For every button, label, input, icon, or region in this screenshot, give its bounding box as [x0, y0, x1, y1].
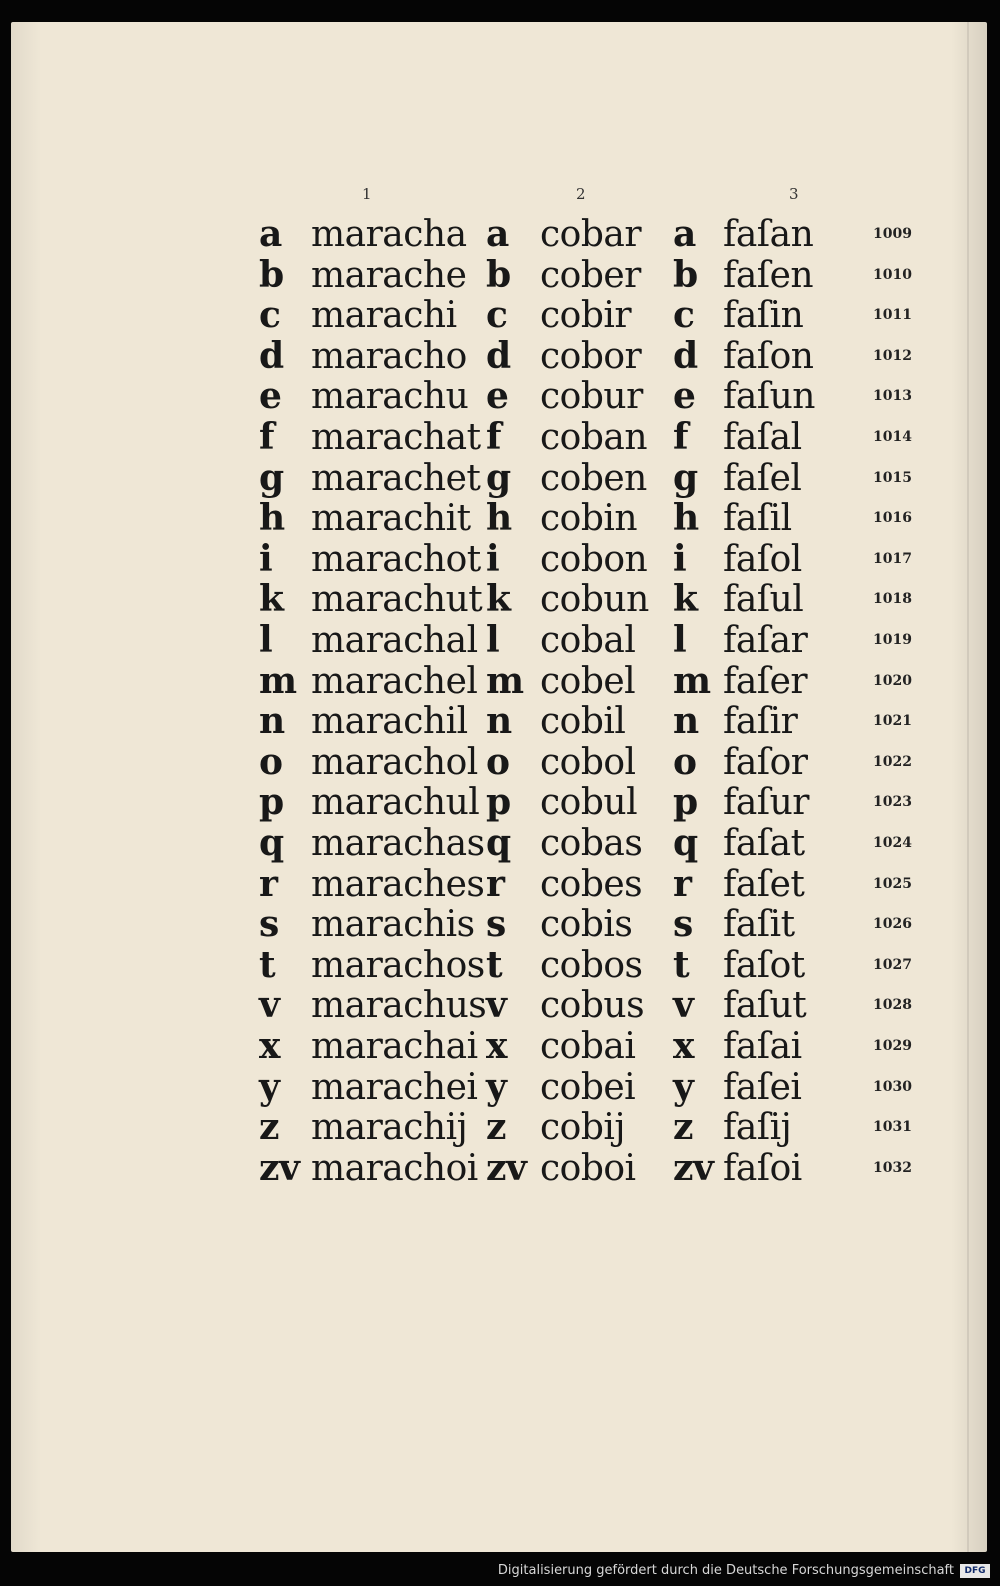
row-word-col3: faſoi: [723, 1147, 802, 1189]
row-word-col3: faſai: [723, 1026, 802, 1067]
row-letter-col2: n: [486, 700, 512, 743]
row-letter-col1: h: [259, 497, 285, 540]
row-word-col1: marachol: [311, 741, 478, 783]
row-word-col3: faſot: [723, 944, 805, 986]
row-number: 1012: [873, 347, 912, 364]
row-letter-col3: v: [673, 984, 694, 1027]
row-letter-col1: k: [259, 578, 284, 621]
row-word-col2: cobar: [540, 214, 642, 255]
row-number: 1021: [873, 713, 912, 730]
row-word-col3: faſan: [723, 214, 814, 255]
row-number: 1016: [873, 510, 912, 527]
row-word-col2: coboi: [540, 1147, 636, 1189]
row-number: 1017: [873, 550, 912, 567]
row-letter-col2: f: [486, 416, 501, 458]
row-word-col1: marachos: [311, 944, 485, 986]
table-row: [11, 1148, 987, 1189]
row-word-col3: faſen: [723, 254, 814, 296]
row-letter-col3: q: [673, 822, 698, 864]
column-header-2: 2: [576, 185, 586, 203]
row-word-col2: cobes: [540, 863, 643, 905]
row-word-col1: marachai: [311, 1026, 478, 1067]
row-number: 1029: [873, 1038, 912, 1054]
row-word-col2: coban: [540, 417, 648, 458]
row-word-col1: marachil: [311, 701, 468, 743]
row-letter-col2: q: [486, 822, 511, 864]
row-number: 1020: [873, 672, 912, 689]
row-number: 1011: [873, 307, 912, 324]
row-word-col3: faſol: [723, 538, 802, 580]
row-letter-col3: t: [673, 943, 690, 986]
row-number: 1014: [873, 429, 912, 445]
row-letter-col1: x: [259, 1025, 280, 1067]
row-letter-col1: l: [259, 619, 273, 661]
row-letter-col2: e: [486, 375, 509, 418]
row-letter-col2: x: [486, 1025, 507, 1067]
footer-bar: [0, 1556, 1000, 1586]
row-letter-col2: h: [486, 497, 512, 540]
row-letter-col3: y: [673, 1065, 694, 1108]
row-letter-col3: h: [673, 497, 699, 540]
row-number: 1026: [873, 916, 912, 933]
row-letter-col3: p: [673, 781, 698, 824]
row-word-col2: cobij: [540, 1107, 626, 1149]
row-letter-col2: s: [486, 903, 506, 946]
row-letter-col2: y: [486, 1065, 507, 1108]
row-letter-col3: zv: [673, 1146, 714, 1189]
row-letter-col1: z: [259, 1106, 279, 1149]
row-word-col2: cobus: [540, 985, 645, 1027]
row-letter-col1: m: [259, 659, 297, 702]
table-row: [11, 417, 987, 458]
row-word-col3: faſij: [723, 1107, 792, 1149]
row-word-col2: cobas: [540, 823, 643, 864]
row-letter-col3: e: [673, 375, 696, 418]
row-letter-col1: f: [259, 416, 274, 458]
row-word-col2: coben: [540, 457, 647, 499]
row-word-col2: cobos: [540, 944, 643, 986]
table-row: [11, 458, 987, 499]
row-letter-col3: x: [673, 1025, 694, 1067]
row-letter-col1: a: [259, 213, 282, 255]
row-letter-col1: zv: [259, 1146, 300, 1189]
row-letter-col3: s: [673, 903, 693, 946]
row-word-col2: cobis: [540, 904, 633, 946]
row-letter-col1: y: [259, 1065, 280, 1108]
row-letter-col1: s: [259, 903, 279, 946]
row-letter-col1: g: [259, 456, 284, 499]
row-word-col1: marachoi: [311, 1147, 478, 1189]
row-word-col3: faſut: [723, 985, 807, 1027]
row-word-col1: marachat: [311, 417, 481, 458]
row-letter-col1: q: [259, 822, 284, 864]
row-letter-col2: k: [486, 578, 511, 621]
row-number: 1027: [873, 956, 912, 973]
dfg-logo: DFG: [960, 1564, 990, 1578]
table-row: [11, 376, 987, 417]
row-letter-col3: a: [673, 213, 696, 255]
row-number: 1018: [873, 591, 912, 608]
row-word-col1: marachut: [311, 579, 483, 621]
row-word-col2: cobal: [540, 620, 636, 661]
column-header-1: 1: [362, 185, 372, 203]
row-letter-col2: v: [486, 984, 507, 1027]
row-letter-col3: l: [673, 619, 687, 661]
row-word-col1: marachus: [311, 985, 487, 1027]
row-letter-col3: f: [673, 416, 688, 458]
row-number: 1015: [873, 469, 912, 486]
row-letter-col1: c: [259, 294, 281, 337]
row-letter-col2: zv: [486, 1146, 527, 1189]
row-word-col1: marachis: [311, 904, 475, 946]
row-word-col1: marachot: [311, 538, 481, 580]
row-word-col1: maraches: [311, 863, 485, 905]
table-row: [11, 255, 987, 296]
row-word-col2: cobul: [540, 782, 638, 824]
row-letter-col3: k: [673, 578, 698, 621]
row-letter-col3: z: [673, 1106, 693, 1149]
row-word-col1: marachul: [311, 782, 480, 824]
row-word-col3: faſit: [723, 904, 795, 946]
row-word-col2: cobol: [540, 741, 636, 783]
row-letter-col1: r: [259, 862, 278, 905]
row-word-col1: marachet: [311, 457, 481, 499]
row-word-col3: faſet: [723, 863, 805, 905]
table-row: [11, 498, 987, 539]
row-letter-col1: p: [259, 781, 284, 824]
table-row: [11, 214, 987, 255]
table-row: [11, 742, 987, 783]
table-row: [11, 620, 987, 661]
table-row: [11, 945, 987, 986]
row-word-col2: cobei: [540, 1066, 636, 1108]
row-letter-col3: n: [673, 700, 699, 743]
row-word-col3: faſal: [723, 417, 802, 458]
row-word-col1: marachas: [311, 823, 485, 864]
row-letter-col2: c: [486, 294, 508, 337]
row-number: 1023: [873, 794, 912, 811]
row-number: 1009: [873, 226, 912, 242]
row-word-col3: faſun: [723, 376, 815, 418]
row-word-col2: cobil: [540, 701, 626, 743]
row-letter-col1: e: [259, 375, 282, 418]
table-row: [11, 1026, 987, 1067]
row-letter-col2: o: [486, 740, 510, 783]
row-word-col1: marachal: [311, 620, 478, 661]
row-word-col1: marachu: [311, 376, 469, 418]
row-word-col3: faſul: [723, 579, 804, 621]
row-letter-col3: o: [673, 740, 697, 783]
table-row: [11, 985, 987, 1026]
table-row: [11, 336, 987, 377]
row-word-col3: faſer: [723, 660, 808, 702]
table-row: [11, 864, 987, 905]
row-letter-col2: p: [486, 781, 511, 824]
row-number: 1022: [873, 753, 912, 770]
row-word-col2: cobun: [540, 579, 649, 621]
table-row: [11, 1107, 987, 1148]
row-letter-col2: m: [486, 659, 524, 702]
row-number: 1032: [873, 1159, 912, 1176]
funding-notice: Digitalisierung gefördert durch die Deutsche Forschungsgemeinschaft: [497, 1563, 954, 1578]
table-row: [11, 579, 987, 620]
row-word-col2: cobin: [540, 498, 638, 540]
row-letter-col2: t: [486, 943, 503, 986]
row-word-col3: faſat: [723, 823, 805, 864]
row-word-col1: marachel: [311, 660, 478, 702]
row-letter-col2: l: [486, 619, 500, 661]
row-letter-col1: v: [259, 984, 280, 1027]
row-word-col3: faſin: [723, 295, 804, 337]
row-word-col1: marachei: [311, 1066, 478, 1108]
book-page: [11, 22, 987, 1552]
table-row: [11, 904, 987, 945]
row-word-col1: marachit: [311, 498, 471, 540]
table-row: [11, 701, 987, 742]
row-word-col3: faſil: [723, 498, 792, 540]
row-word-col2: cobir: [540, 295, 632, 337]
row-word-col3: faſar: [723, 620, 808, 661]
row-letter-col1: o: [259, 740, 283, 783]
row-letter-col1: d: [259, 334, 284, 377]
row-letter-col3: r: [673, 862, 692, 905]
row-letter-col2: g: [486, 456, 511, 499]
table-row: [11, 661, 987, 702]
row-word-col1: marachi: [311, 295, 457, 337]
row-number: 1024: [873, 835, 912, 851]
row-letter-col3: b: [673, 253, 698, 296]
row-letter-col3: m: [673, 659, 711, 702]
row-letter-col3: g: [673, 456, 698, 499]
row-word-col3: faſei: [723, 1066, 802, 1108]
row-word-col3: faſon: [723, 335, 814, 377]
row-number: 1010: [873, 266, 912, 283]
row-letter-col1: n: [259, 700, 285, 743]
row-number: 1025: [873, 875, 912, 892]
row-letter-col2: z: [486, 1106, 506, 1149]
row-word-col3: faſir: [723, 701, 798, 743]
table-row: [11, 539, 987, 580]
row-number: 1030: [873, 1078, 912, 1095]
row-word-col2: cobai: [540, 1026, 636, 1067]
row-number: 1019: [873, 632, 912, 648]
table-row: [11, 1067, 987, 1108]
row-word-col3: faſel: [723, 457, 802, 499]
row-word-col1: marachij: [311, 1107, 468, 1149]
table-row: [11, 823, 987, 864]
row-letter-col1: i: [259, 537, 273, 580]
row-letter-col1: t: [259, 943, 276, 986]
row-letter-col2: r: [486, 862, 505, 905]
column-headers: [11, 184, 987, 204]
row-letter-col2: a: [486, 213, 509, 255]
row-letter-col2: b: [486, 253, 511, 296]
row-letter-col2: d: [486, 334, 511, 377]
row-word-col1: maracha: [311, 214, 467, 255]
row-word-col2: cobon: [540, 538, 648, 580]
row-letter-col3: d: [673, 334, 698, 377]
column-header-3: 3: [789, 185, 799, 203]
row-word-col2: cobel: [540, 660, 636, 702]
row-number: 1013: [873, 388, 912, 405]
row-word-col2: cobor: [540, 335, 642, 377]
row-letter-col3: c: [673, 294, 695, 337]
table-row: [11, 295, 987, 336]
row-word-col1: marache: [311, 254, 467, 296]
row-word-col2: cobur: [540, 376, 643, 418]
row-letter-col1: b: [259, 253, 284, 296]
row-letter-col3: i: [673, 537, 687, 580]
row-letter-col2: i: [486, 537, 500, 580]
row-number: 1028: [873, 997, 912, 1014]
row-word-col3: faſur: [723, 782, 810, 824]
row-word-col3: faſor: [723, 741, 808, 783]
table-row: [11, 782, 987, 823]
row-word-col2: cober: [540, 254, 641, 296]
row-number: 1031: [873, 1119, 912, 1136]
row-word-col1: maracho: [311, 335, 467, 377]
